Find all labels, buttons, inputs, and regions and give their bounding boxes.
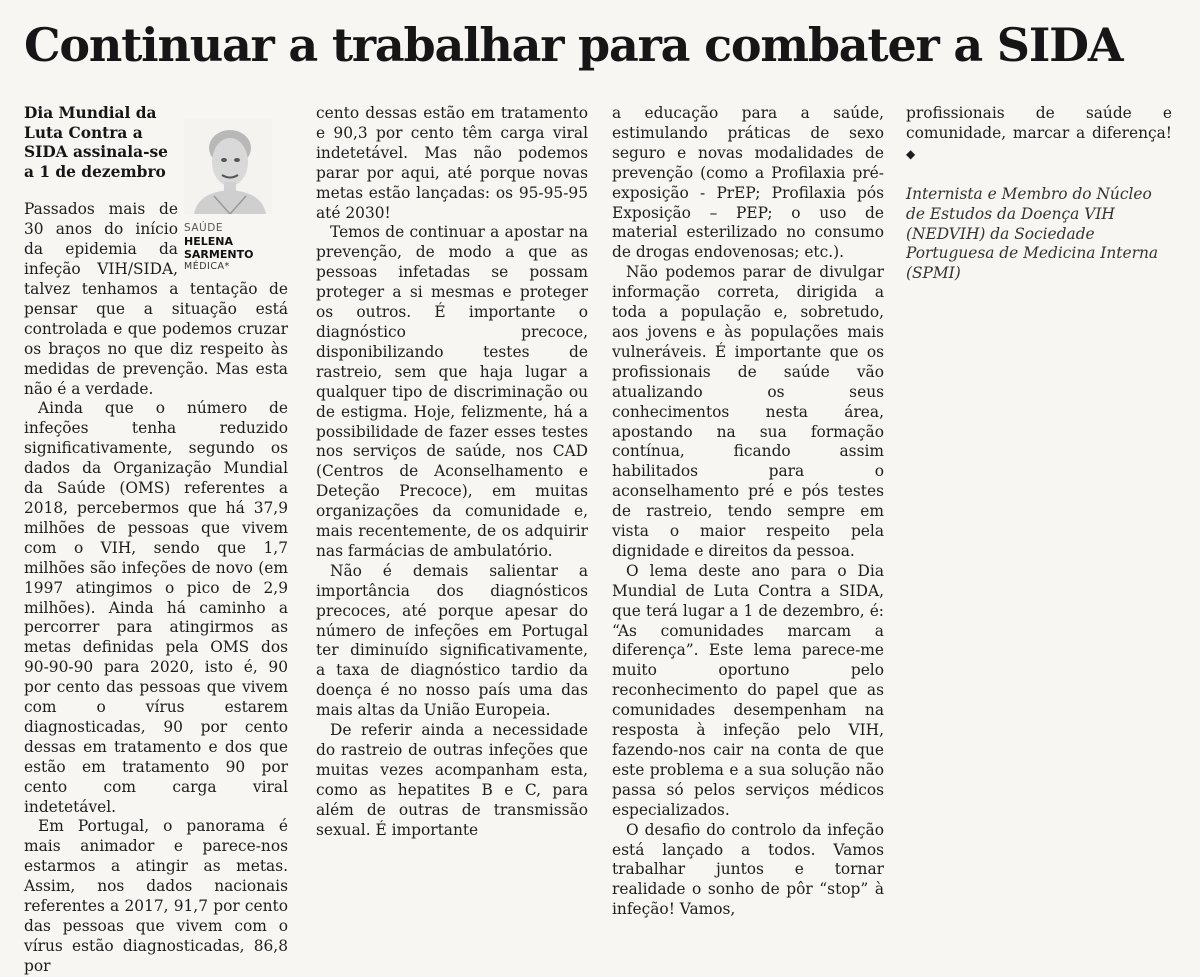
paragraph: a educação para a saúde, estimulando práticas de sexo seguro e novas modalidades de prevenção (como a Profilaxia pré-exposição - PrEP; Profilaxia pós Exposição – PEP; o uso de material esterilizado no consumo de drogas endovenosas; etc.). (612, 104, 884, 262)
paragraph: O desafio do controlo da infeção está lançado a todos. Vamos trabalhar juntos e tornar realidade o sonho de pôr “stop” à infeção! Vamos, (612, 820, 884, 919)
paragraph: Ainda que o número de infeções tenha reduzido significativamente, segundo os dados da Organização Mundial da Saúde (OMS) referentes a 2018, percebermos que há 37,9 milhões de pessoas que vivem com o VIH, sendo que 1,7 milhões são infeções de novo (em 1997 atingimos o pico de 2,9 milhões). Ainda há caminho a percorrer para atingirmos as metas definidas pela OMS dos 90-90-90 para 2020, isto é, 90 por cento das pessoas que vivem com o vírus estarem diagnosticadas, 90 por cento dessas em tratamento e dos que estão em tratamento 90 por cento com carga viral indetetável. (24, 399, 288, 816)
end-mark-icon: ◆ (906, 146, 916, 161)
author-box (184, 118, 288, 273)
author-photo (184, 118, 272, 214)
paragraph: O lema deste ano para o Dia Mundial de Luta Contra a SIDA, que terá lugar a 1 de dezembro, é: “As comunidades marcam a diferença”. Este lema parece-me muito oportuno pelo reconhecimento do papel que as comunidades desempenham na resposta à infeção pelo VIH, fazendo-nos cair na conta de que este problema e a sua solução não passa só pelos serviços médicos especializados. (612, 561, 884, 819)
paragraph: Em Portugal, o panorama é mais animador e parece-nos estarmos a atingir as metas. Assim, nos dados nacionais referentes a 2017, 91,7 por cento das pessoas que vivem com o vírus estão diagnosticadas, 86,8 por (24, 817, 288, 975)
headline: Continuar a trabalhar para combater a SIDA (24, 18, 1123, 72)
paragraph (906, 104, 1172, 165)
author-name-last: SARMENTO (184, 247, 254, 261)
paragraph: Passados mais de 30 anos do início da epidemia da infeção VIH/SIDA, talvez tenhamos a tentação de pensar que a situação está controlada e que podemos cruzar os braços no que diz respeito às medidas de prevenção. Mas esta não é a verdade. (24, 200, 288, 398)
author-name-first: HELENA (184, 234, 233, 248)
column-4 (906, 104, 1172, 284)
paragraph-text: profissionais de saúde e comunidade, marcar a diferença! (906, 104, 1172, 142)
paragraph: Temos de continuar a apostar na prevenção, de modo a que as pessoas infetadas se possam proteger a si mesmas e proteger os outros. É importante o diagnóstico precoce, disponibilizando testes de rastreio, sem que haja lugar a qualquer tipo de discriminação ou de estigma. Hoje, felizmente, há a possibilidade de fazer esses testes nos serviços de saúde, nos CAD (Centros de Aconselhamento e Deteção Precoce), em muitas organizações da comunidade e, mais recentemente, de os adquirir nas farmácias de ambulatório. (316, 223, 588, 560)
paragraph: De referir ainda a necessidade do rastreio de outras infeções que muitas vezes acompanham esta, como as hepatites B e C, para além de outras de transmissão sexual. É importante (316, 721, 588, 839)
column-2 (316, 104, 588, 841)
author-section: SAÚDE (184, 221, 223, 234)
author-bio: Internista e Membro do Núcleo de Estudos da Doença VIH (NEDVIH) da Sociedade Portuguesa de Medicina Interna (SPMI) (906, 184, 1159, 283)
paragraph: Não podemos parar de divulgar informação correta, dirigida a toda a população e, sobretudo, aos jovens e às populações mais vulneráveis. É importante que os profissionais de saúde vão atualizando os seus conhecimentos nesta área, apostando na sua formação contínua, ficando assim habilitados para o aconselhamento pré e pós testes de rastreio, tendo sempre em vista o maior respeito pela dignidade e direitos da pessoa. (612, 263, 884, 560)
paragraph: cento dessas estão em tratamento e 90,3 por cento têm carga viral indetetável. Mas não podemos parar por aqui, até porque novas metas estão lançadas: os 95-95-95 até 2030! (316, 104, 588, 222)
column-1 (24, 104, 288, 977)
column-3 (612, 104, 884, 920)
paragraph: Não é demais salientar a importância dos diagnósticos precoces, até porque apesar do número de infeções em Portugal ter diminuído significativamente, a taxa de diagnóstico tardio da doença é no nosso país uma das mais altas da União Europeia. (316, 561, 588, 720)
lead-text: Dia Mundial da Luta Contra a SIDA assinala-se a 1 de dezembro (24, 104, 168, 181)
author-role: MÉDICA* (184, 260, 230, 272)
